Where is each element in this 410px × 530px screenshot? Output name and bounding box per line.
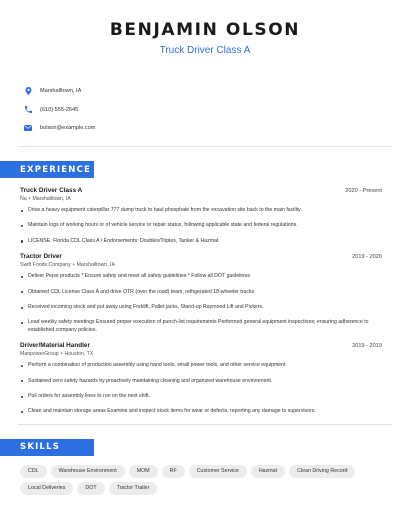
job-title: Truck Driver Class A [20,187,83,194]
bullet-item: Clean and maintain storage areas Examine and inspect stock items for wear or defects, reporting any damage to supervisors. [20,408,382,415]
bullet-item: Received incoming stock and put away using Forklift, Pallet jacks, Stand-up Raymond Lift and Pickers. [20,304,382,311]
job-dates: 2019 - 2020 [352,254,382,261]
job-dates: 2019 - 2019 [352,343,382,350]
location-text: Marshalltown, IA [40,88,82,94]
experience-heading: EXPERIENCE [0,161,94,178]
bullet-item: Maintain logs of working hours or of vehicle service or repair status, following applicable state and federal regulations. [20,222,382,229]
job-company: Swift Foods Company [20,262,71,269]
bullet-item: LICENSE: Florida CDL Class A / Endorsements: Doubles/Triples, Tanker & Hazmat [20,238,382,245]
candidate-role: Truck Driver Class A [159,45,251,56]
job-entry [20,253,382,334]
envelope-icon [24,124,32,132]
job-company-line: Swift Foods Company • Marshalltown, IA [20,262,115,269]
bullet-item: Pull orders for assembly lines to run on the next shift. [20,393,382,400]
job-entry [20,342,382,416]
job-company-line: ManpowerGroup • Houston, TX [20,351,94,358]
job-company: Na [20,196,27,202]
job-bullets [20,362,382,416]
job-location: Marshalltown, IA [76,262,115,269]
bullet-item: Sustained zero safety hazards by proactively maintaining cleaning and organized warehouse environment. [20,378,382,385]
divider [18,146,392,147]
job-dates: 2020 - Present [345,188,382,194]
bullet-item: Lead weekly safety meetings Ensured proper execution of punch-list requirements Performed general equipment inspections; ensuring adherence to established company policies. [20,319,382,334]
bullet-item: Drive a heavy equipment caterpillar 777 dump truck to haul phosphate from the excavation site back to the main facility. [20,207,382,214]
skill-chip: DOT [77,482,104,495]
skills-list [0,465,410,495]
contact-list [24,82,410,137]
divider [18,424,392,425]
job-title: Tractor Driver [20,253,62,261]
skill-chip: Warehouse Environment [51,465,125,478]
job-bullets [20,273,382,334]
skills-heading: SKILLS [0,439,94,456]
job-entry [20,187,382,245]
experience-list [0,187,410,416]
bullet-item: Perform a combination of production assembly using hand tools, small power tools, and other service equipment. [20,362,382,369]
skill-chip: Tractor Trailer [109,482,158,495]
candidate-name: BENJAMIN OLSON [109,20,301,40]
skill-chip: RF [162,465,185,478]
bullet-item: Obtained CDL License Class A and drive OTR (over the road) team, refrigerated 18-wheeler trucks [20,289,382,296]
job-location: Marshalltown, IA [32,196,71,202]
job-location: Houston, TX [64,351,94,358]
skill-chip: CDL [20,465,47,478]
map-pin-icon [24,87,32,95]
skill-chip: Local Deliveries [20,482,73,495]
job-title: Driver/Material Handler [20,342,90,350]
contact-location [24,82,410,100]
email-link[interactable]: bolson@example.com [40,125,96,131]
contact-email [24,119,410,137]
job-company-line: Na • Marshalltown, IA [20,196,71,202]
contact-phone [24,101,410,119]
job-company: ManpowerGroup [20,351,59,358]
phone-text: (610) 555-2645 [40,106,79,113]
skill-chip: Customer Service [189,465,247,478]
skill-chip: MOM [129,465,158,478]
skill-chip: Hazmat [251,465,285,478]
job-bullets [20,207,382,245]
phone-icon [24,106,32,114]
bullet-item: Deliver Pepsi products * Ensure safety and meet all safety guidelines * Follow all DOT guidelines [20,273,382,280]
skill-chip: Clean Driving Record [289,465,355,478]
resume-header [0,0,410,56]
